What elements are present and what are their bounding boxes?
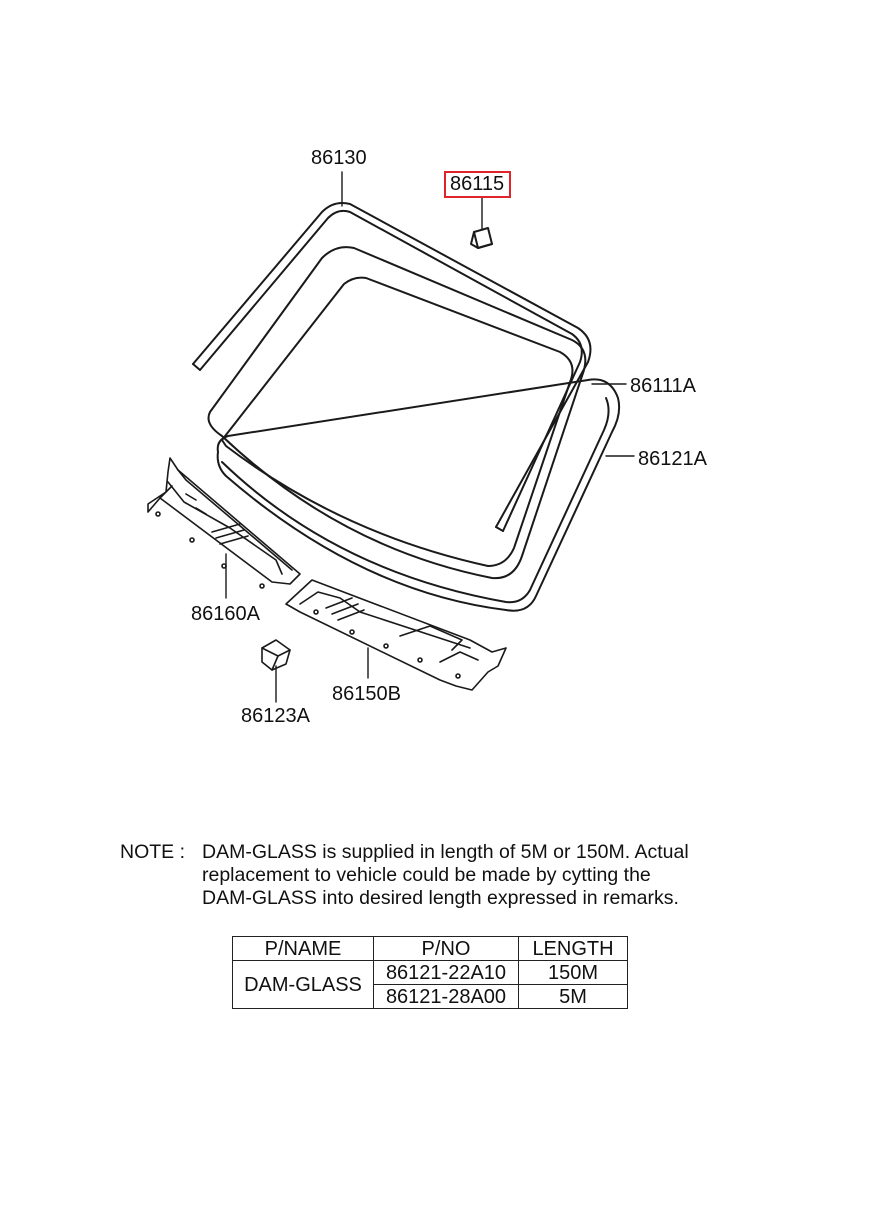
label-86150b: 86150B: [332, 683, 401, 705]
dam-glass-strip[interactable]: [193, 203, 590, 531]
cell-length: 150M: [519, 961, 628, 985]
note-prefix: NOTE :: [120, 841, 186, 863]
windshield-moulding[interactable]: [209, 247, 586, 578]
label-86160a: 86160A: [191, 603, 260, 625]
label-86123a: 86123A: [241, 705, 310, 727]
header-length: LENGTH: [519, 937, 628, 961]
cell-part-number[interactable]: 86121-22A10: [374, 961, 519, 985]
note-body: [202, 841, 762, 910]
table-row: [233, 961, 628, 985]
cowl-panel-lower[interactable]: [286, 580, 506, 690]
label-86111a: 86111A: [630, 375, 696, 397]
cowl-panel-upper[interactable]: [148, 458, 300, 588]
label-86115-highlighted[interactable]: 86115: [444, 171, 511, 198]
cell-part-number[interactable]: 86121-28A00: [374, 985, 519, 1009]
header-pname: P/NAME: [233, 937, 374, 961]
note-line: DAM-GLASS is supplied in length of 5M or 150M. Actual: [202, 841, 689, 863]
cell-part-name: DAM-GLASS: [233, 961, 374, 1009]
note-line: replacement to vehicle could be made by cytting the: [202, 864, 651, 886]
stopper-part[interactable]: [471, 228, 492, 248]
label-86121a: 86121A: [638, 448, 707, 470]
dam-glass-table: [232, 936, 628, 1009]
note-line: DAM-GLASS into desired length expressed in remarks.: [202, 887, 679, 909]
header-pno: P/NO: [374, 937, 519, 961]
cell-length: 5M: [519, 985, 628, 1009]
label-86130: 86130: [311, 147, 367, 169]
table-header-row: [233, 937, 628, 961]
